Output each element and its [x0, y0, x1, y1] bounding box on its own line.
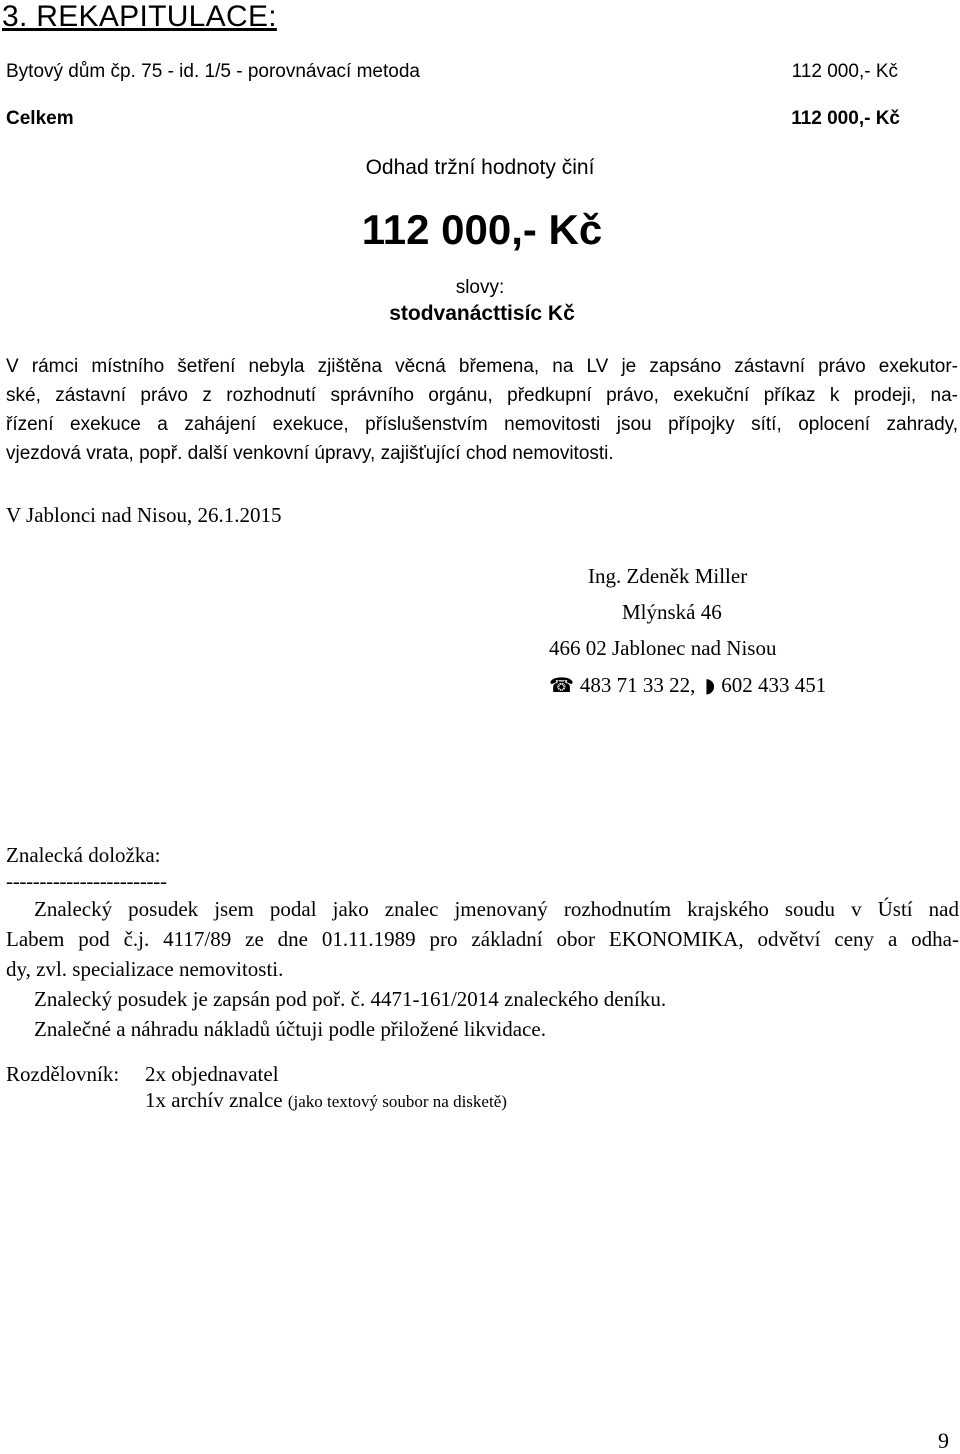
- encumbrance-statement: [6, 352, 958, 468]
- expert-clause-divider: ------------------------: [6, 869, 167, 893]
- summary-total-label: Celkem: [6, 108, 74, 129]
- mobile-number: 602 433 451: [721, 673, 827, 697]
- estimate-caption: Odhad tržní hodnoty činí: [365, 156, 595, 179]
- section-heading: 3. REKAPITULACE:: [2, 0, 277, 33]
- clause-line: dy, zvl. specializace nemovitosti.: [6, 957, 284, 981]
- distribution-item-text: 1x archív znalce: [145, 1088, 283, 1112]
- estimate-amount: 112 000,- Kč: [361, 206, 603, 253]
- clause-line: Znalecký posudek jsem podal jako znalec jmenovaný rozhodnutím krajského soudu v Ústí nad: [34, 897, 959, 921]
- statement-line: V rámci místního šetření nebyla zjištěna věcná břemena, na LV je zapsáno zástavní právo exekutor-: [6, 356, 958, 377]
- mobile-icon: ◗: [704, 673, 716, 697]
- distribution-label: Rozdělovník:: [6, 1062, 120, 1086]
- statement-line: řízení exekuce a zahájení exekuce, příslušenstvím nemovitosti jsou přípojky sítí, oplocení zahrady,: [6, 414, 958, 435]
- signature-street: Mlýnská 46: [622, 600, 722, 624]
- phone-number: 483 71 33 22,: [579, 673, 696, 697]
- phone-icon: ☎: [549, 673, 574, 697]
- signature-city: 466 02 Jablonec nad Nisou: [549, 636, 777, 660]
- summary-item-label: Bytový dům čp. 75 - id. 1/5 - porovnávací metoda: [6, 61, 420, 82]
- words-caption: slovy:: [455, 277, 505, 298]
- expert-clause-text: [6, 894, 959, 1044]
- words-value: stodvanácttisíc Kč: [389, 302, 575, 325]
- clause-line: Znalecký posudek je zapsán pod poř. č. 4471-161/2014 znaleckého deníku.: [34, 987, 667, 1011]
- page-number: 9: [938, 1428, 949, 1453]
- clause-line: Labem pod č.j. 4117/89 ze dne 01.11.1989 pro základní obor EKONOMIKA, odvětví ceny a odha-: [6, 927, 959, 951]
- distribution-item: 2x objednavatel: [145, 1062, 279, 1086]
- expert-clause-heading: Znalecká doložka:: [6, 843, 161, 867]
- statement-line: vjezdová vrata, popř. další venkovní úpravy, zajišťující chod nemovitosti.: [6, 443, 614, 464]
- summary-total-value: 112 000,- Kč: [791, 108, 900, 129]
- clause-line: Znalečné a náhradu nákladů účtuji podle přiložené likvidace.: [34, 1017, 546, 1041]
- statement-line: ské, zástavní právo z rozhodnutí správního orgánu, předkupní právo, exekuční příkaz k prodeji, na-: [6, 385, 958, 406]
- distribution-item: [145, 1088, 507, 1113]
- signature-name: Ing. Zdeněk Miller: [588, 564, 748, 588]
- place-date: V Jablonci nad Nisou, 26.1.2015: [6, 503, 282, 527]
- summary-item-value: 112 000,- Kč: [791, 61, 898, 82]
- signature-contacts: [549, 673, 826, 698]
- distribution-item-note: (jako textový soubor na disketě): [287, 1092, 507, 1111]
